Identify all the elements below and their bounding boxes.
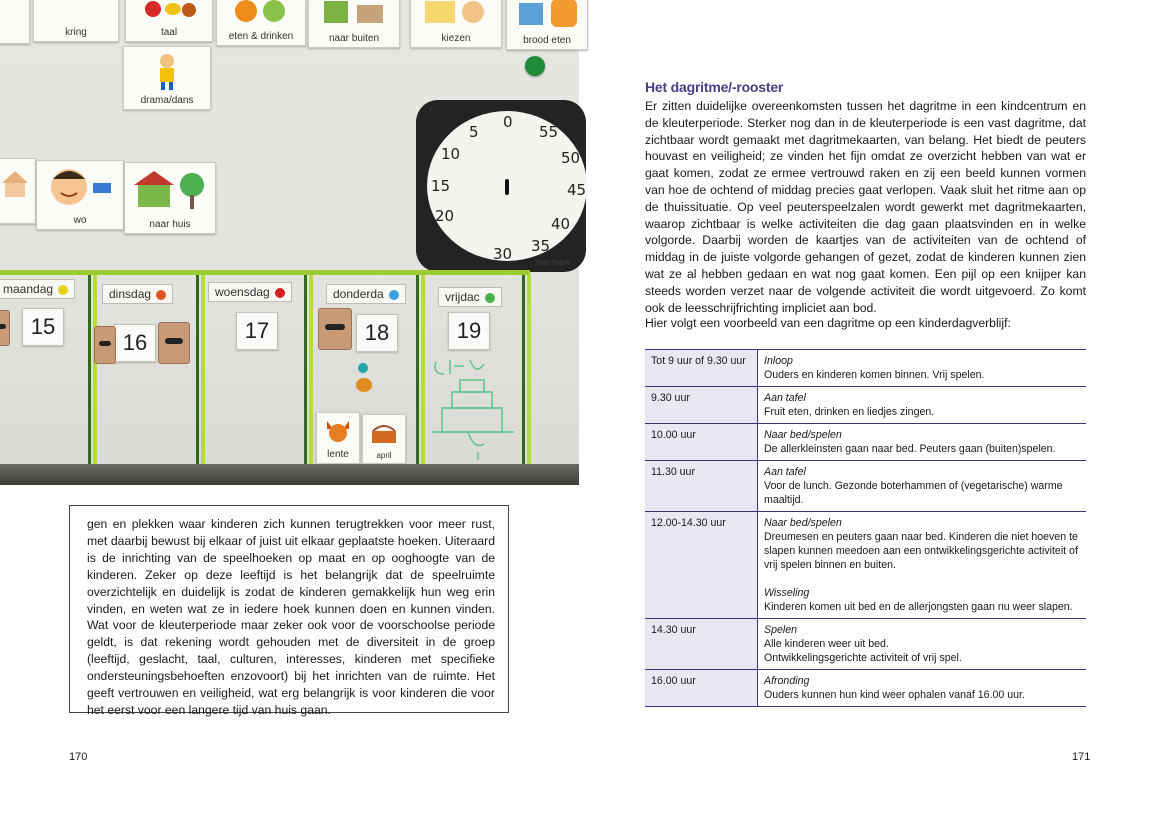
date-card: 17: [236, 312, 278, 350]
choice-board-icon: [421, 0, 491, 25]
activity-desc: Fruit eten, drinken en liedjes zingen.: [764, 406, 935, 418]
day-name: maandag: [3, 282, 54, 296]
activity-desc: Ouders kunnen hun kind weer ophalen vanaf 16.00 uur.: [764, 689, 1025, 701]
card-lente: [316, 412, 360, 464]
day-dot: [58, 285, 68, 295]
green-magnet: [525, 56, 545, 76]
card-drama-dans: [123, 46, 211, 110]
column-divider: [522, 275, 525, 465]
card-label: drama/dans: [140, 95, 194, 106]
time-cell: 11.30 uur: [645, 461, 758, 512]
clock-brand: TIME TIMER: [535, 261, 570, 267]
day-name: dinsdag: [109, 287, 152, 301]
card-kiezen: [410, 0, 502, 48]
activity-desc: Ontwikkelingsgerichte activiteit of vrij spel.: [764, 652, 962, 664]
column-divider: [88, 275, 91, 465]
page-number-right: 171: [1072, 751, 1091, 763]
activity-desc: Kinderen komen uit bed en de allerjongsten gaan nu weer slapen.: [764, 601, 1073, 613]
fruit-icon: [139, 1, 199, 19]
activity-title: Aan tafel: [764, 392, 806, 404]
day-label-maandag: [0, 279, 75, 299]
day-label-vrijdag: [438, 287, 502, 307]
activity-title: Inloop: [764, 355, 793, 367]
section-heading: Het dagritme/-rooster: [645, 79, 784, 95]
day-dot: [389, 290, 399, 300]
spacer: [764, 572, 1080, 586]
table-row: [645, 619, 1086, 670]
activity-title: Afronding: [764, 675, 810, 687]
card-label: april: [376, 451, 392, 460]
day-name: woensdag: [215, 285, 270, 299]
time-cell: 12.00-14.30 uur: [645, 512, 758, 619]
clock-number: 0: [503, 113, 513, 131]
child-face-icon: [45, 165, 115, 207]
time-cell: 9.30 uur: [645, 387, 758, 424]
card-partial: [0, 0, 30, 44]
card-label: eten & drinken: [228, 31, 294, 42]
activity-cell: [758, 461, 1087, 512]
food-icon: [226, 0, 296, 23]
clock-number: 45: [567, 181, 587, 199]
clock-number: 15: [431, 177, 451, 195]
column-divider: [416, 275, 419, 465]
time-cell: 14.30 uur: [645, 619, 758, 670]
table-row: [645, 461, 1086, 512]
card-wo: [36, 160, 124, 230]
basket-icon: [369, 421, 399, 445]
frog-clip: [356, 378, 372, 392]
photo-avatar: [158, 322, 190, 364]
card-naar-buiten: [308, 0, 400, 48]
card-eten-drinken: [216, 0, 306, 46]
magnet-clip: [358, 363, 368, 373]
text-box: [69, 505, 509, 717]
card-label: brood eten: [523, 35, 571, 46]
photo-avatar: [318, 308, 352, 350]
card-label: kiezen: [441, 33, 471, 44]
clock-number: 30: [493, 245, 513, 263]
date-card: 16: [114, 324, 156, 362]
day-label-woensdag: [208, 282, 292, 302]
column-divider: [304, 275, 307, 465]
activity-desc: Dreumesen en peuters gaan naar bed. Kinderen die niet hoeven te slapen kunnen meedoen aan een ontwikkelingsgerichte activiteit of vrij spelen binnen en buiten.: [764, 531, 1078, 571]
schedule-table: [645, 349, 1086, 707]
card-taal: [125, 0, 213, 42]
photo-avatar: [94, 326, 116, 364]
bread-icon: [515, 0, 579, 27]
activity-desc: Ouders en kinderen komen binnen. Vrij spelen.: [764, 369, 985, 381]
fox-icon: [323, 419, 353, 443]
date-card: 19: [448, 312, 490, 350]
date-card: 15: [22, 308, 64, 346]
day-dot: [156, 290, 166, 300]
dancer-icon: [147, 51, 187, 91]
clock-number: 10: [441, 145, 461, 163]
card-label: kring: [65, 27, 87, 38]
day-label-donderdag: [326, 284, 406, 304]
activity-title: Spelen: [764, 624, 797, 636]
activity-cell: [758, 619, 1087, 670]
activity-title: Wisseling: [764, 587, 810, 599]
date-card: 18: [356, 314, 398, 352]
house-tree-icon: [132, 167, 208, 211]
day-dot: [275, 288, 285, 298]
table-row: [645, 670, 1086, 707]
column-divider: [196, 275, 199, 465]
green-rail: [0, 270, 530, 275]
time-timer-clock: [416, 100, 586, 272]
clock-number: 20: [435, 207, 455, 225]
time-cell: 16.00 uur: [645, 670, 758, 707]
clock-number: 35: [531, 237, 551, 255]
activity-title: Aan tafel: [764, 466, 806, 478]
table-row: [645, 350, 1086, 387]
card-label: lente: [327, 449, 349, 460]
card-partial-left: [0, 158, 36, 224]
card-brood-eten: [506, 0, 588, 50]
day-name: vrijdac: [445, 290, 480, 304]
card-label: wo: [73, 215, 87, 226]
activity-cell: [758, 387, 1087, 424]
lead-sentence: Hier volgt een voorbeeld van een dagritme op een kinderdagverblijf:: [645, 316, 1011, 330]
marker-drawing: [428, 352, 518, 464]
card-label: naar huis: [149, 219, 191, 230]
card-kring: [33, 0, 119, 42]
activity-desc: Alle kinderen weer uit bed.: [764, 638, 889, 650]
activity-cell: [758, 512, 1087, 619]
activity-desc: De allerkleinsten gaan naar bed. Peuters gaan (buiten)spelen.: [764, 443, 1056, 455]
clock-number: 50: [561, 149, 581, 167]
card-label: naar buiten: [328, 33, 380, 44]
activity-cell: [758, 424, 1087, 461]
card-april: [362, 414, 406, 464]
time-cell: Tot 9 uur of 9.30 uur: [645, 350, 758, 387]
whiteboard-tray: [0, 464, 579, 485]
clock-number: 40: [551, 215, 571, 233]
table-row: [645, 424, 1086, 461]
card-naar-huis: [124, 162, 216, 234]
activity-desc: Voor de lunch. Gezonde boterhammen of (vegetarische) warme maaltijd.: [764, 480, 1063, 506]
activity-cell: [758, 350, 1087, 387]
activity-title: Naar bed/spelen: [764, 517, 842, 529]
day-label-dinsdag: [102, 284, 173, 304]
day-name: donderda: [333, 287, 384, 301]
day-dot: [485, 293, 495, 303]
photo-avatar: [0, 310, 10, 346]
page-number-left: 170: [69, 751, 88, 763]
time-cell: 10.00 uur: [645, 424, 758, 461]
clock-hand: [505, 179, 509, 195]
classroom-photo: [0, 0, 587, 485]
intro-paragraph: Er zitten duidelijke overeenkomsten tussen het dagritme in een kindcentrum en de kleuterperiode. Sterker nog dan in de kleuterperiode is een vast dagritme, dat zichtbaar wordt gemaakt met dagritmekaarten, van belang. Het biedt de peuters houvast en veiligheid; ze vinden het fijn omdat ze overzicht hebben van wat er gaat komen, zodat ze ermee vertrouwd raken en zij een beeld kunnen vormen van hoe de ochtend of middag precies gaat verlopen. Vaak sluit het ritme aan op de thuissituatie. Op veel peuterspeelzalen wordt gewerkt met dagritmekaarten, waarop zichtbaar is welke activiteiten die dag gaan plaatsvinden en in welke volgorde. Daarbij worden de kaartjes van de activiteiten van de ochtend of middag in de juiste volgorde gehangen of gezet, zodat de kinderen kunnen zien wat ze al hebben gedaan en wat nog gaat komen. Een pijl op een knijper kan steeds worden verzet naar de volgende activiteit die wordt uitgevoerd. Zo komt ook de leesschrijfrichting impliciet aan bod.: [645, 99, 1086, 315]
table-row: [645, 387, 1086, 424]
body-text: gen en plekken waar kinderen zich kunnen terugtrekken voor meer rust, met daarbij bewust bij elkaar of juist uit elkaar geplaatste hoeken. Uiteraard is de inrichting van de speelhoeken op maat en op ooghoogte van de kinderen. Zeker op deze leeftijd is het belangrijk dat de speelruimte overzichtelijk en duidelijk is zodat de kinderen gemakkelijk hun weg erin vinden, en weten wat ze in iedere hoek kunnen doen en kunnen vinden. Wat voor de kleuterperiode maar zeker ook voor de voorschoolse periode geldt, is dat rekening wordt gehouden met de diversiteit in de groep (leeftijd, geslacht, taal, culturen, interesses, kinderen met specifieke ondersteuningsbehoeften enzovoort) bij het inrichten van de ruimte. Het geeft vertrouwen en veiligheid, wat erg belangrijk is voor kinderen die voor het eerst voor een langere tijd van huis gaan.: [87, 517, 495, 717]
clock-face: [427, 111, 587, 267]
clock-number: 5: [469, 123, 479, 141]
clock-number: 55: [539, 123, 559, 141]
house-icon: [0, 169, 30, 199]
table-row: [645, 512, 1086, 619]
card-label: taal: [160, 27, 178, 38]
activity-title: Naar bed/spelen: [764, 429, 842, 441]
activity-cell: [758, 670, 1087, 707]
playground-icon: [319, 0, 389, 25]
